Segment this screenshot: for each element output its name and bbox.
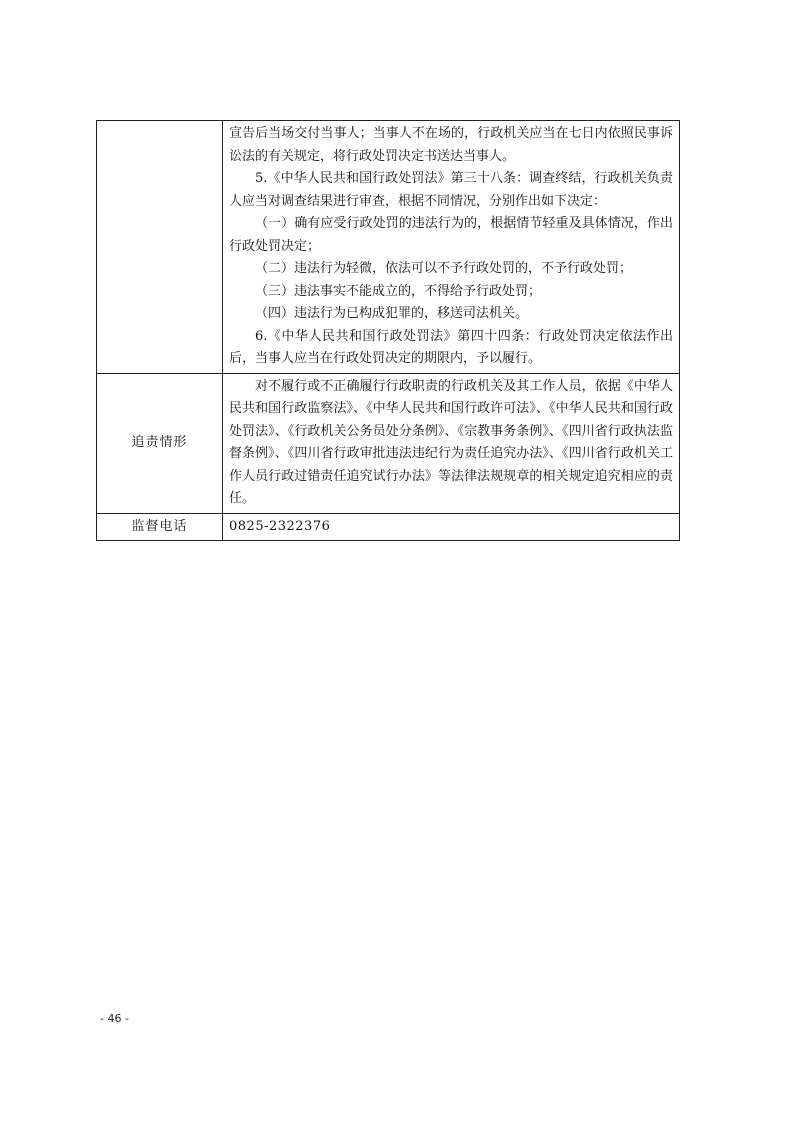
document-table [96, 120, 680, 541]
paragraph: 6.《中华人民共和国行政处罚法》第四十四条：行政处罚决定依法作出后，当事人应当在行政处罚决定的期限内，予以履行。 [229, 328, 673, 366]
row-label [97, 121, 223, 374]
phone-label: 监督电话 [97, 513, 223, 541]
table-row [97, 513, 680, 541]
phone-number: 0825-2322376 [223, 513, 680, 541]
paragraph: 5.《中华人民共和国行政处罚法》第三十八条：调查终结，行政机关负责人应当对调查结果进行审查，根据不同情况，分别作出如下决定： [229, 171, 673, 209]
legal-provisions-content [223, 121, 680, 374]
page-number: - 46 - [100, 1012, 129, 1025]
paragraph: （四）违法行为已构成犯罪的，移送司法机关。 [255, 306, 529, 321]
paragraph: （三）违法事实不能成立的，不得给予行政处罚； [255, 283, 542, 299]
accountability-content [223, 373, 680, 513]
table-row [97, 121, 680, 374]
paragraph: （一）确有应受行政处罚的违法行为的，根据情节轻重及具体情况，作出行政处罚决定； [229, 216, 673, 254]
paragraph: （二）违法行为轻微，依法可以不予行政处罚的，不予行政处罚； [255, 261, 633, 276]
accountability-label: 追责情形 [97, 373, 223, 513]
paragraph: 对不履行或不正确履行行政职责的行政机关及其工作人员，依据《中华人民共和国行政监察法》、《中华人民共和国行政许可法》、《中华人民共和国行政处罚法》、《行政机关公务员处分条例》、《宗教事务条例》、《四川省行政执法监督条例》、《四川省行政审批违法违纪行为责任追究办法》、《四川省行政机关工作人员行政过错责任追究试行办法》等法律法规规章的相关规定追究相应的责任。 [229, 378, 673, 506]
paragraph: 宣告后当场交付当事人；当事人不在场的，行政机关应当在七日内依照民事诉讼法的有关规定，将行政处罚决定书送达当事人。 [229, 126, 673, 164]
table-row [97, 373, 680, 513]
